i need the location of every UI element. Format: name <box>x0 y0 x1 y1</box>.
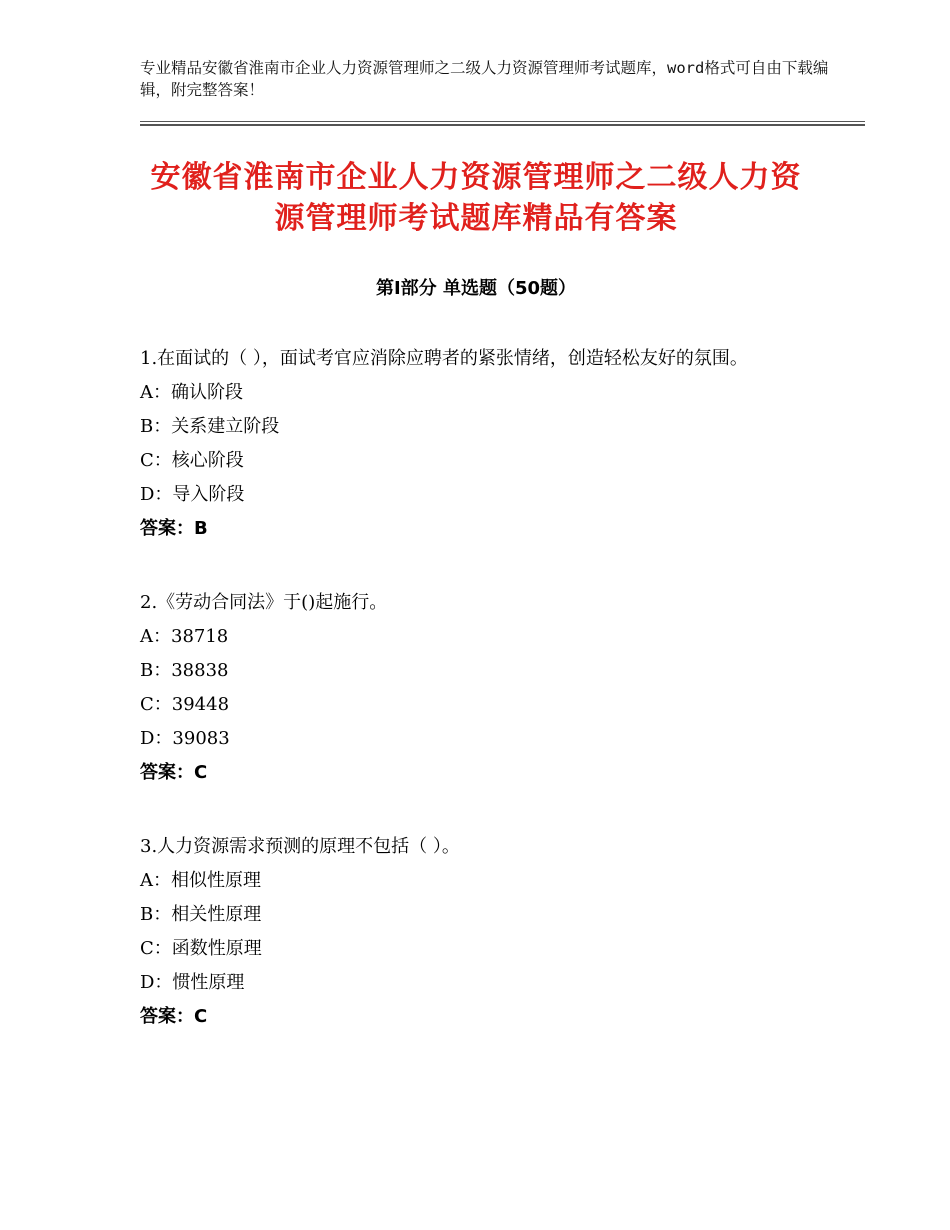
option-c: C：函数性原理 <box>140 938 262 959</box>
answer-text: 答案：C <box>140 1006 208 1027</box>
answer-text: 答案：B <box>140 518 208 539</box>
option-b: B：38838 <box>140 660 229 681</box>
header-note: 专业精品安徽省淮南市企业人力资源管理师之二级人力资源管理师考试题库，word格式可自由下载编辑，附完整答案！ <box>140 59 829 99</box>
header-divider-thin <box>140 121 865 122</box>
option-b: B：相关性原理 <box>140 904 262 925</box>
option-c: C：核心阶段 <box>140 450 244 471</box>
answer-text: 答案：C <box>140 762 208 783</box>
section-heading: 第Ⅰ部分 单选题（50题） <box>375 278 576 299</box>
question-item <box>140 586 820 790</box>
question-item <box>140 342 820 546</box>
question-text: 2.《劳动合同法》于()起施行。 <box>140 592 388 613</box>
question-item <box>140 830 820 1034</box>
option-a: A：相似性原理 <box>140 870 261 891</box>
question-text: 3.人力资源需求预测的原理不包括（ ）。 <box>140 836 460 857</box>
document-title: 安徽省淮南市企业人力资源管理师之二级人力资源管理师考试题库精品有答案 <box>150 160 802 236</box>
option-a: A：确认阶段 <box>140 382 243 403</box>
option-d: D：导入阶段 <box>140 484 245 505</box>
question-text: 1.在面试的（ ），面试考官应消除应聘者的紧张情绪，创造轻松友好的氛围。 <box>140 348 748 369</box>
option-d: D：惯性原理 <box>140 972 245 993</box>
header-divider-thick <box>140 124 865 126</box>
option-d: D：39083 <box>140 728 230 749</box>
question-list <box>140 342 820 1074</box>
option-b: B：关系建立阶段 <box>140 416 280 437</box>
option-a: A：38718 <box>140 626 229 647</box>
option-c: C：39448 <box>140 694 230 715</box>
